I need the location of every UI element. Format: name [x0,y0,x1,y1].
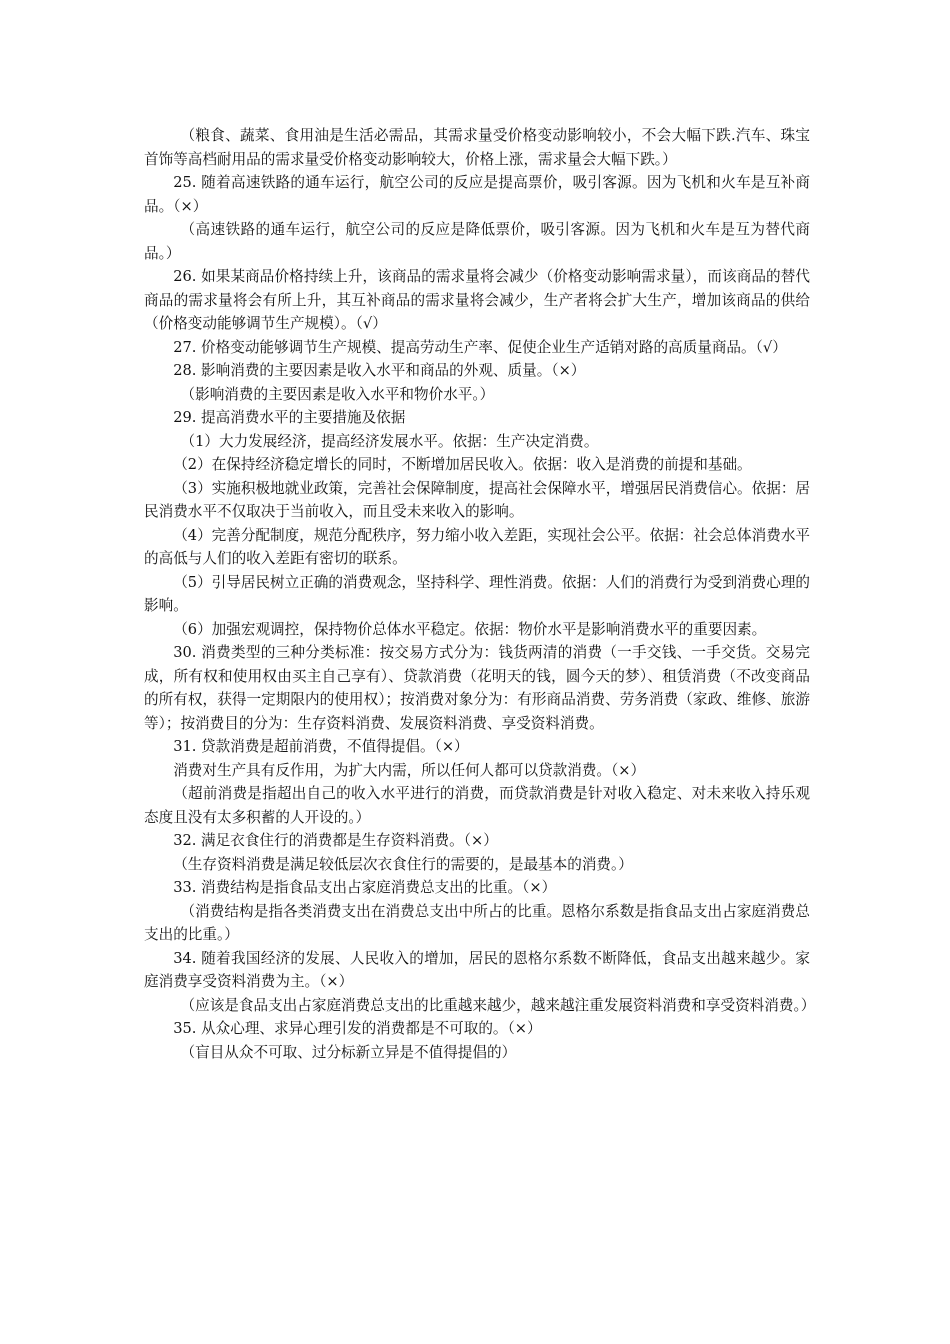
paragraph: （5）引导居民树立正确的消费观念，坚持科学、理性消费。依据：人们的消费行为受到消费心理的影响。 [144,573,811,614]
paragraph: （影响消费的主要因素是收入水平和物价水平。） [180,385,495,403]
paragraph: （高速铁路的通车运行，航空公司的反应是降低票价，吸引客源。因为飞机和火车是互为替代商品。） [144,221,810,262]
paragraph: 27. 价格变动能够调节生产规模、提高劳动生产率、促使企业生产适销对路的高质量商品。（√） [173,338,787,356]
paragraph: 消费对生产具有反作用，为扩大内需，所以任何人都可以贷款消费。（×） [173,761,646,779]
paragraph: （消费结构是指各类消费支出在消费总支出中所占的比重。恩格尔系数是指食品支出占家庭消费总支出的比重。） [144,902,810,943]
paragraph: （6）加强宏观调控，保持物价总体水平稳定。依据：物价水平是影响消费水平的重要因素。 [173,620,767,638]
paragraph: （2）在保持经济稳定增长的同时，不断增加居民收入。依据：收入是消费的前提和基础。 [173,456,752,473]
paragraph: 31. 贷款消费是超前消费，不值得提倡。（×） [173,738,469,755]
paragraph: （4）完善分配制度，规范分配秩序，努力缩小收入差距，实现社会公平。依据：社会总体消费水平的高低与人们的收入差距有密切的联系。 [144,526,811,567]
paragraph: 33. 消费结构是指食品支出占家庭消费总支出的比重。（×） [173,879,557,896]
paragraph: （1）大力发展经济，提高经济发展水平。依据：生产决定消费。 [180,432,599,450]
paragraph: 32. 满足衣食住行的消费都是生存资料消费。（×） [173,832,498,849]
paragraph: （应该是食品支出占家庭消费总支出的比重越来越少，越来越注重发展资料消费和享受资料消费。） [180,996,816,1014]
paragraph: 28. 影响消费的主要因素是收入水平和商品的外观、质量。（×） [173,362,586,379]
paragraph: （超前消费是指超出自己的收入水平进行的消费，而贷款消费是针对收入稳定、对未来收入持乐观态度且没有太多积蓄的人开设的。） [144,785,810,826]
document-page [144,124,816,1064]
paragraph: （盲目从众不可取、过分标新立异是不值得提倡的） [180,1043,517,1061]
paragraph: （粮食、蔬菜、食用油是生活必需品，其需求量受价格变动影响较小，不会大幅下跌.汽车、珠宝首饰等高档耐用品的需求量受价格变动影响较大，价格上涨，需求量会大幅下跌。） [144,127,810,168]
paragraph: 34. 随着我国经济的发展、人民收入的增加，居民的恩格尔系数不断降低，食品支出越来越少。家庭消费享受资料消费为主。（×） [144,949,810,990]
paragraph: 29. 提高消费水平的主要措施及依据 [173,409,406,426]
paragraph: 26. 如果某商品价格持续上升，该商品的需求量将会减少（价格变动影响需求量），而该商品的替代商品的需求量将会有所上升，其互补商品的需求量将会减少，生产者将会扩大生产，增加该商品的供给（价格变动能够调节生产规模）。（√） [144,268,810,332]
paragraph: 25. 随着高速铁路的通车运行，航空公司的反应是提高票价，吸引客源。因为飞机和火车是互补商品。（×） [144,174,810,215]
paragraph: 35. 从众心理、求异心理引发的消费都是不可取的。（×） [173,1020,542,1037]
paragraph: （3）实施积极地就业政策，完善社会保障制度，提高社会保障水平，增强居民消费信心。依据：居民消费水平不仅取决于当前收入，而且受未来收入的影响。 [144,479,811,520]
paragraph: 30. 消费类型的三种分类标准：按交易方式分为：钱货两清的消费（一手交钱、一手交货。交易完成，所有权和使用权由买主自己享有）、贷款消费（花明天的钱，圆今天的梦）、租赁消费（不改变商品的所有权，获得一定期限内的使用权）；按消费对象分为：有形商品消费、劳务消费（家政、维修、旅游等）；按消费目的分为：生存资料消费、发展资料消费、享受资料消费。 [144,644,810,732]
paragraph: （生存资料消费是满足较低层次衣食住行的需要的，是最基本的消费。） [173,855,633,873]
